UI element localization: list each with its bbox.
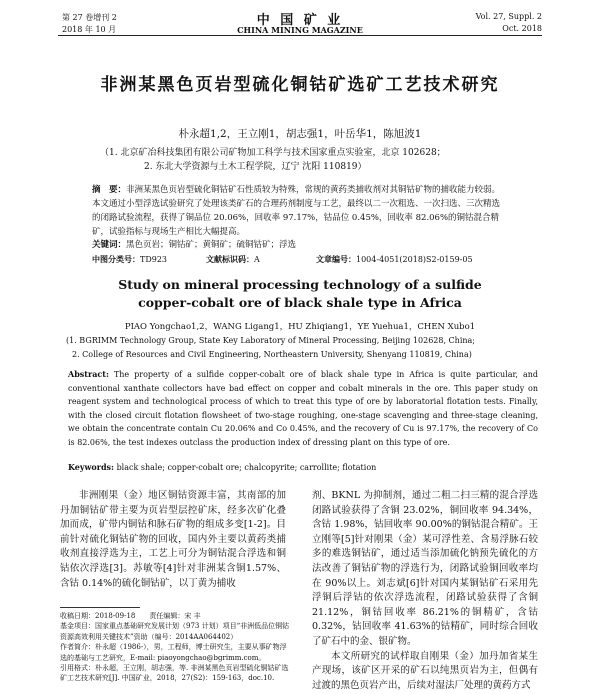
paper-title-cn: 非洲某黑色页岩型硫化铜钴矿选矿工艺技术研究 (100, 75, 500, 95)
affiliation-en-1: (1. BGRIMM Technology Group, State Key Laboratory of Mineral Processing, Beijing 102628, China; (66, 336, 475, 345)
body-column-left (60, 489, 286, 591)
authors-cn: 朴永超1,2，王立刚1，胡志强1，叶岳华1，陈旭波1 (178, 128, 422, 140)
keywords-en-label: Keywords: (68, 462, 115, 472)
paper-title-en: Study on mineral processing technology of a sulfide copper-cobalt ore of black shale type in Africa (118, 277, 482, 310)
publication-date-cn: 2018 年 10 月 (62, 25, 117, 34)
footnote-funding: 基金项目：国家重点基础研究发展计划（973 计划）项目“非洲低品位铜钴资源高效利用关键技术”资助（编号：2014AA064402） (60, 622, 290, 641)
keywords-en (68, 461, 538, 475)
keywords-cn (92, 238, 508, 252)
volume-issue-en: Vol. 27, Suppl. 2 (475, 12, 542, 21)
footnote-author: 作者简介：朴永超（1986-），男，工程师，博士研究生，主要从事矿物浮选的基础与工艺研究，E-mail: piaoyongchao@bgrimm.com。 (60, 643, 287, 662)
journal-header (0, 0, 600, 40)
article-id: 文章编号：1004-4051(2018)S2-0159-05 (316, 254, 473, 264)
footnote-received: 收稿日期：2018-09-18 责任编辑：宋 丰 (60, 612, 201, 620)
header-rule (58, 35, 542, 36)
publication-date-en: Oct. 2018 (502, 24, 542, 33)
abstract-en-text: The property of a sulfide copper-cobalt ore of black shale type in Africa is quite particular, and conventional xanthate collectors have bad effect on copper and cobalt minerals in the ore. This paper study on reagent system and technological process of which to treat this type of ore by laboratorial flotation tests. Finally, with the closed circuit flotation flowsheet of two-stage roughing, one-stage scavenging and three-stage cleaning, we obtain the concentrate contain Cu 20.06% and Co 0.45%, and the recovery of Cu is 97.17%, the recovery of Co is 82.06%, the test indexes outclass the production index of dressing plant on this type of ore. (68, 370, 539, 447)
abstract-cn (92, 183, 508, 239)
journal-name-en: CHINA MINING MAGAZINE (237, 25, 363, 35)
keywords-cn-text: 黑色页岩；铜钴矿；黄铜矿；硫铜钴矿；浮选 (126, 240, 297, 250)
footnote-rule (60, 607, 140, 608)
clc-number: 中图分类号：TD923 (92, 254, 168, 264)
affiliation-cn-1: （1. 北京矿冶科技集团有限公司矿物加工科学与技术国家重点实验室，北京 102628； (100, 148, 446, 158)
affiliation-cn-2: 2. 东北大学资源与土木工程学院，辽宁 沈阳 110819） (144, 162, 367, 172)
authors-en: PIAO Yongchao1,2，WANG Ligang1，HU Zhiqiang1，YE Yuehua1，CHEN Xubo1 (124, 322, 476, 332)
body-paragraph-1: 非洲刚果（金）地区铜钴资源丰富，其南部的加丹加铜钴矿带主要为页岩型层控矿床，经多次矿化叠加而成，矿带内铜钴和脉石矿物的组成多变[1-2]。目前针对硫化铜钴矿物的回收，国内外主要以黄药类捕收剂直接浮选为主，工艺上可分为铜钴混合浮选和铜钴依次浮选[3]。苏敏等[4]针对非洲某含铜1.57%、含钴 0.14%的硫化铜钴矿，以丁黄为捕收 (60, 490, 286, 589)
abstract-en (68, 368, 538, 450)
keywords-cn-label: 关键词： (92, 240, 127, 250)
journal-name-cn: 中 国 矿 业 (256, 13, 344, 28)
body-paragraph-2: 剂、BKNL 为抑制剂，通过二粗二扫三精的混合浮选闭路试验获得了含铜 23.02%，铜回收率 94.34%，含钴 1.98%，钴回收率 90.00%的铜钴混合精矿。王立刚等[5]针对刚果（金）某可浮性差、含易浮脉石较多的难选铜钴矿，通过适当添加硫化钠预先硫化的方法改善了铜钴矿物的浮选行为，闭路试验铜回收率均在 90%以上。刘志斌[6]针对国内某铜钴矿石采用先浮铜后浮钴的依次浮选流程，闭路试验获得了含铜 21.12%，铜钴回收率 86.21%的铜精矿，含钴 0.32%，钴回收率 41.63%的钴精矿，同时综合回收了矿石中的金、银矿物。 (312, 490, 538, 647)
document-code: 文献标识码：A (206, 254, 260, 264)
body-paragraph-3: 本文所研究的试样取自刚果（金）加丹加省某生产现场，该矿区开采的矿石以纯黑页岩为主，但偶有过渡的黑色页岩产出，后续对湿法厂处理的黄药方式 (312, 650, 538, 691)
volume-issue: 第 27 卷增刊 2 (62, 13, 117, 22)
abstract-cn-label: 摘 要： (92, 185, 127, 195)
body-column-right (312, 489, 538, 693)
abstract-en-label: Abstract: (68, 369, 109, 379)
footnote-citation: 引用格式：朴永超，王立刚，胡志强，等. 非洲某黑色页岩型硫化铜钴矿选矿工艺技术研究[J]. 中国矿业，2018，27(S2)：159-163，doc.10. (60, 664, 289, 683)
footnotes (60, 611, 292, 684)
keywords-en-text: black shale; copper-cobalt ore; chalcopyrite; carrollite; flotation (116, 463, 377, 472)
abstract-cn-text: 非洲某黑色页岩型硫化铜钴矿石性质较为特殊，常规的黄药类捕收剂对其铜钴矿物的捕收能力较弱。本文通过小型浮选试验研究了处理该类矿石的合理药剂制度与工艺，最终以二一次粗选、一次扫选、三次精选的闭路试验流程，获得了铜品位 20.06%，回收率 97.17%，钴品位 0.45%，回收率 82.06%的铜钴混合精矿，试验指标与现场生产相比大幅提高。 (92, 185, 501, 237)
affiliation-en-2: 2. College of Resources and Civil Engineering, Northeastern University, Shenyang 110819, China) (72, 350, 472, 359)
